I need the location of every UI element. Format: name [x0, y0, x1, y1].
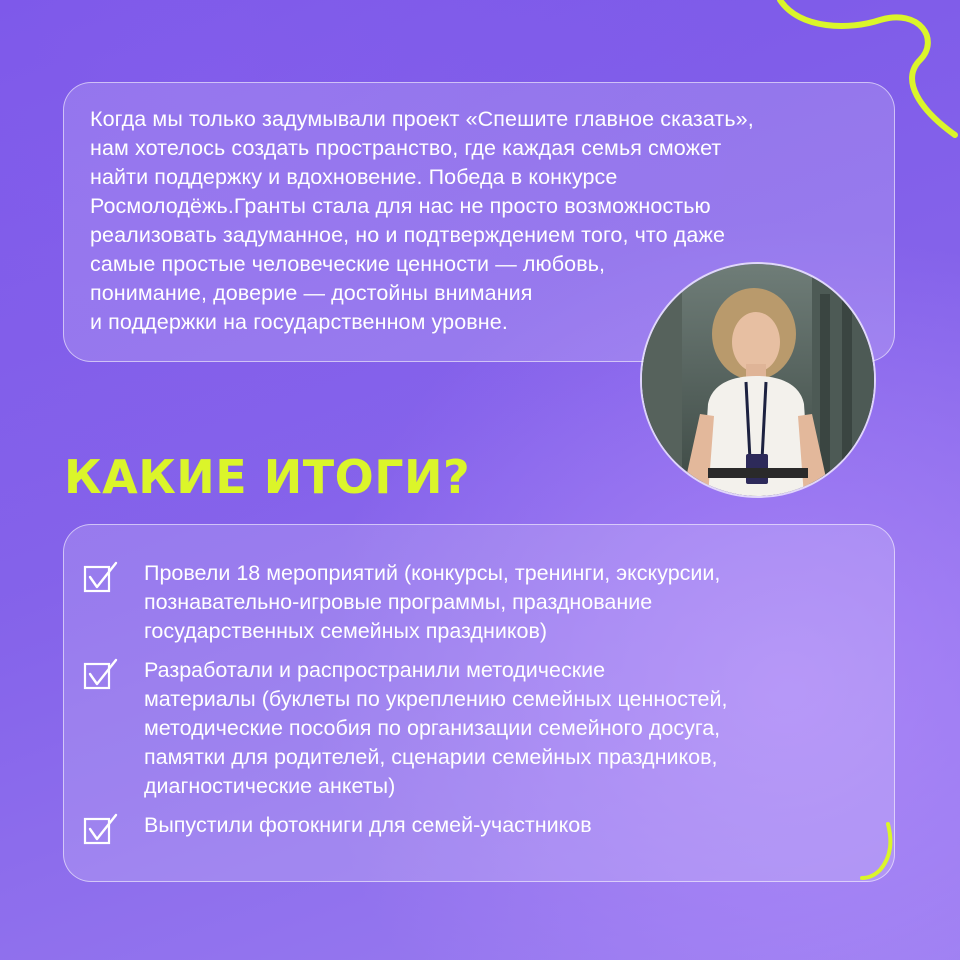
result-line: памятки для родителей, сценарии семейных праздников, — [144, 745, 718, 769]
quote-line: и поддержки на государственном уровне. — [90, 310, 508, 334]
quote-line: нам хотелось создать пространство, где каждая семья сможет — [90, 136, 722, 160]
decorative-squiggle-corner — [858, 820, 898, 880]
result-text — [144, 656, 728, 801]
result-item — [82, 559, 874, 646]
quote-line: самые простые человеческие ценности — любовь, — [90, 252, 606, 276]
result-line: познавательно-игровые программы, празднование — [144, 590, 653, 614]
quote-line: понимание, доверие — достойны внимания — [90, 281, 533, 305]
checkbox-checked-icon — [82, 658, 122, 692]
results-card — [63, 524, 895, 882]
quote-line: Росмолодёжь.Гранты стала для нас не просто возможностью — [90, 194, 711, 218]
result-line: Провели 18 мероприятий (конкурсы, тренинги, экскурсии, — [144, 561, 721, 585]
author-photo — [640, 262, 876, 498]
portrait-illustration — [642, 264, 874, 496]
quote-line: найти поддержку и вдохновение. Победа в конкурсе — [90, 165, 618, 189]
result-item — [82, 656, 874, 801]
quote-line: реализовать задуманное, но и подтверждением того, что даже — [90, 223, 725, 247]
result-text — [144, 559, 720, 646]
result-line: диагностические анкеты) — [144, 774, 396, 798]
quote-line: Когда мы только задумывали проект «Спешите главное сказать», — [90, 107, 754, 131]
checkbox-checked-icon — [82, 561, 122, 595]
result-line: Выпустили фотокниги для семей-участников — [144, 813, 592, 837]
result-item — [82, 811, 874, 847]
result-line: государственных семейных праздников) — [144, 619, 548, 643]
result-line: Разработали и распространили методические — [144, 658, 606, 682]
checkbox-checked-icon — [82, 813, 122, 847]
result-text — [144, 811, 592, 840]
result-line: материалы (буклеты по укреплению семейных ценностей, — [144, 687, 728, 711]
result-line: методические пособия по организации семейного досуга, — [144, 716, 721, 740]
results-heading: КАКИЕ ИТОГИ? — [64, 450, 471, 504]
